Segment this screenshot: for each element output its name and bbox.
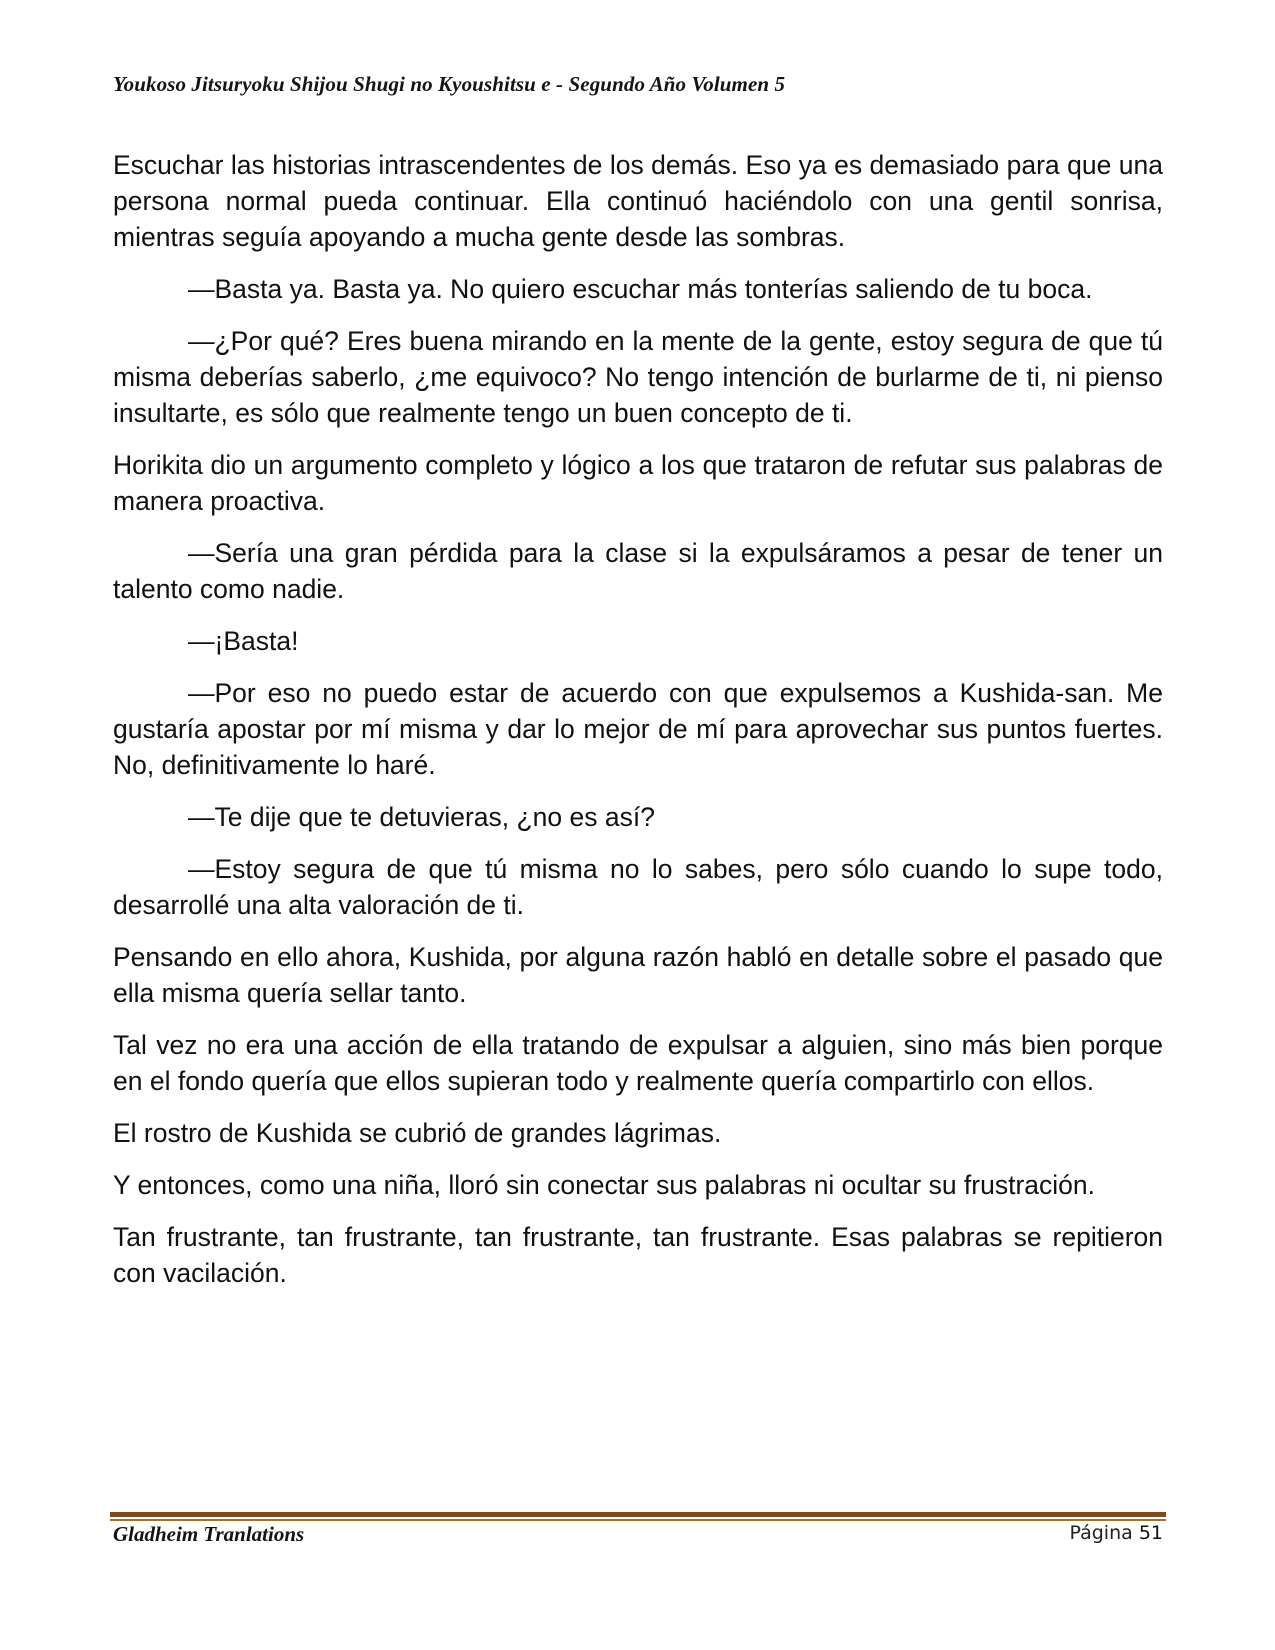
dialogue-paragraph: —Basta ya. Basta ya. No quiero escuchar más tonterías saliendo de tu boca. — [188, 274, 1093, 304]
footer-credit: Gladheim Tranlations — [113, 1522, 305, 1546]
footer-divider-thick-line — [110, 1512, 1166, 1517]
dialogue-paragraph: —Te dije que te detuvieras, ¿no es así? — [188, 802, 655, 832]
dialogue-paragraph: —Sería una gran pérdida para la clase si la expulsáramos a pesar de tener un talento como nadie. — [113, 538, 1163, 604]
footer-page-label: Página — [1069, 1522, 1133, 1544]
paragraph: Escuchar las historias intrascendentes de los demás. Eso ya es demasiado para que una persona normal pueda continuar. Ella continuó haciéndolo con una gentil sonrisa, mientras seguía apoyando a mucha gente desde las sombras. — [113, 150, 1163, 252]
page-body — [113, 147, 1163, 1307]
footer-divider-thin-line — [110, 1519, 1166, 1521]
paragraph: Pensando en ello ahora, Kushida, por alguna razón habló en detalle sobre el pasado que ella misma quería sellar tanto. — [113, 942, 1163, 1008]
dialogue-paragraph: —¡Basta! — [188, 626, 299, 656]
paragraph: Tan frustrante, tan frustrante, tan frustrante, tan frustrante. Esas palabras se repitieron con vacilación. — [113, 1222, 1163, 1288]
footer-divider — [110, 1512, 1166, 1521]
footer-page-number: 51 — [1138, 1522, 1163, 1544]
paragraph: Horikita dio un argumento completo y lógico a los que trataron de refutar sus palabras de manera proactiva. — [113, 450, 1163, 516]
paragraph: Y entonces, como una niña, lloró sin conectar sus palabras ni ocultar su frustración. — [113, 1170, 1096, 1200]
dialogue-paragraph: —Estoy segura de que tú misma no lo sabes, pero sólo cuando lo supe todo, desarrollé una alta valoración de ti. — [113, 854, 1163, 920]
footer-page-indicator — [1069, 1522, 1163, 1544]
page-header-title: Youkoso Jitsuryoku Shijou Shugi no Kyoushitsu e - Segundo Año Volumen 5 — [113, 72, 786, 96]
dialogue-paragraph: —¿Por qué? Eres buena mirando en la mente de la gente, estoy segura de que tú misma deberías saberlo, ¿me equivoco? No tengo intención de burlarme de ti, ni pienso insultarte, es sólo que realmente tengo un buen concepto de ti. — [113, 326, 1163, 428]
dialogue-paragraph: —Por eso no puedo estar de acuerdo con que expulsemos a Kushida-san. Me gustaría apostar por mí misma y dar lo mejor de mí para aprovechar sus puntos fuertes. No, definitivamente lo haré. — [113, 678, 1163, 780]
paragraph: El rostro de Kushida se cubrió de grandes lágrimas. — [113, 1118, 722, 1148]
paragraph: Tal vez no era una acción de ella tratando de expulsar a alguien, sino más bien porque en el fondo quería que ellos supieran todo y realmente quería compartirlo con ellos. — [113, 1030, 1163, 1096]
